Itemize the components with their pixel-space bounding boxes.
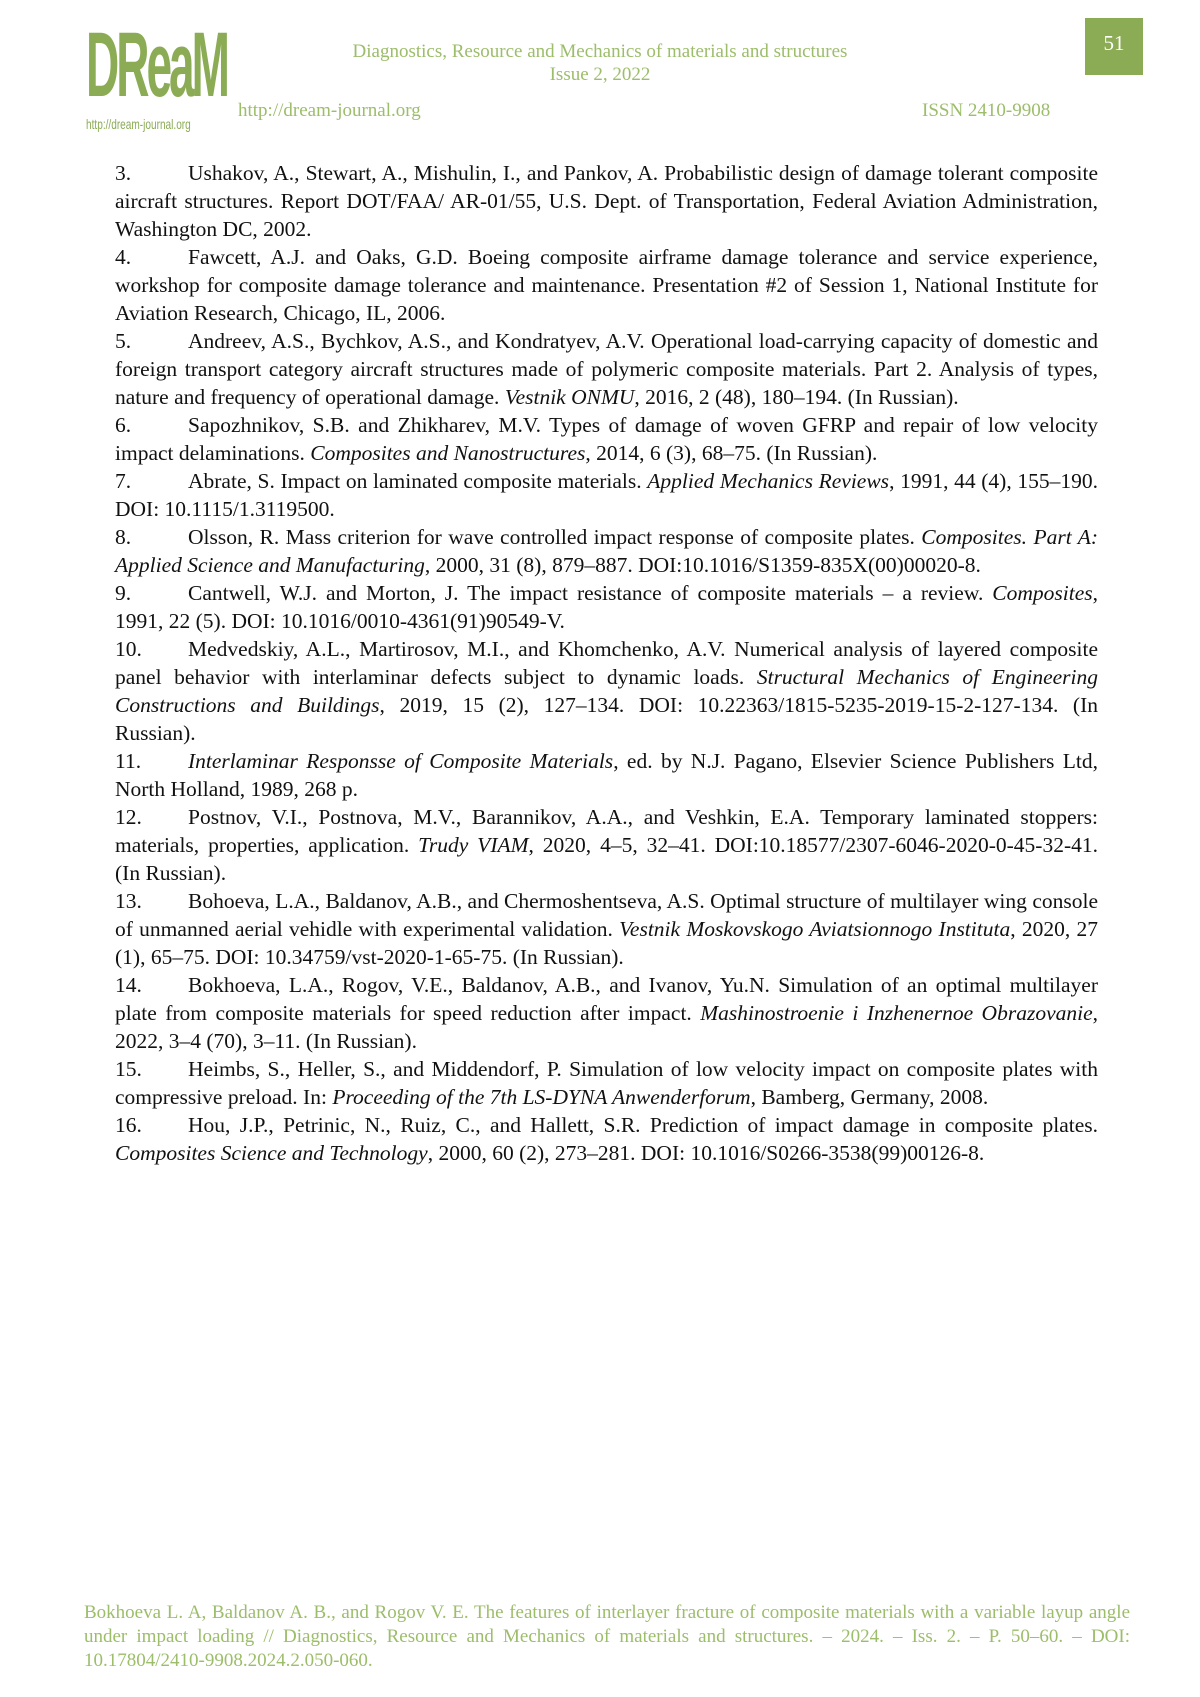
reference-item [115, 635, 1098, 747]
reference-source: Vestnik Moskovskogo Aviatsionnogo Instituta [619, 917, 1011, 941]
reference-text: Bohoeva, L.A., Baldanov, A.B., and Chermoshentseva, A.S. Optimal structure of multilayer wing console of unmanned aerial vehidle with experimental validation. [115, 889, 1098, 941]
reference-details: , 2020, 4–5, 32–41. DOI:10.18577/2307-6046-2020-0-45-32-41. (In Russian). [115, 833, 1098, 885]
reference-source: Interlaminar Responsse of Composite Materials [188, 749, 614, 773]
reference-details: , 2016, 2 (48), 180–194. (In Russian). [634, 385, 959, 409]
reference-item [115, 803, 1098, 887]
reference-source: Applied Mechanics Reviews [647, 469, 890, 493]
journal-logo [86, 14, 227, 132]
reference-text: Fawcett, A.J. and Oaks, G.D. Boeing composite airframe damage tolerance and service experience, workshop for composite damage tolerance and maintenance. Presentation #2 of Session 1, National Institute for Aviation Research, Chicago, IL, 2006. [115, 245, 1098, 325]
logo-url: http://dream-journal.org [86, 116, 191, 132]
journal-name: Diagnostics, Resource and Mechanics of materials and structures [352, 41, 848, 62]
reference-number: 7. [115, 469, 132, 493]
reference-details: , 2000, 60 (2), 273–281. DOI: 10.1016/S0266-3538(99)00126-8. [427, 1141, 985, 1165]
reference-text: Ushakov, A., Stewart, A., Mishulin, I., and Pankov, A. Probabilistic design of damage tolerant composite aircraft structures. Report DOT/FAA/ AR-01/55, U.S. Dept. of Transportation, Federal Aviation Administration, Washington DC, 2002. [115, 161, 1098, 241]
reference-source: Vestnik ONMU [504, 385, 635, 409]
reference-details: , 2019, 15 (2), 127–134. DOI: 10.22363/1815-5235-2019-15-2-127-134. (In Russian). [115, 693, 1098, 745]
page-number-badge: 51 [1085, 18, 1143, 75]
reference-number: 14. [115, 973, 142, 997]
reference-source: Composites and Nanostructures [310, 441, 586, 465]
reference-source: Composites Science and Technology [115, 1141, 428, 1165]
reference-details: , 1991, 44 (4), 155–190. DOI: 10.1115/1.3119500. [115, 469, 1098, 521]
reference-source: Structural Mechanics of Engineering Constructions and Buildings [115, 665, 1098, 717]
reference-details: , 2020, 27 (1), 65–75. DOI: 10.34759/vst-2020-1-65-75. (In Russian). [115, 917, 1099, 969]
reference-number: 10. [115, 637, 142, 661]
reference-source: Composites [992, 581, 1093, 605]
reference-text: Postnov, V.I., Postnova, M.V., Barannikov, A.A., and Veshkin, E.A. Temporary laminated stoppers: materials, properties, application. [115, 805, 1098, 857]
reference-item [115, 523, 1098, 579]
reference-item [115, 159, 1098, 243]
issn-label: ISSN 2410-9908 [922, 100, 1051, 121]
reference-item [115, 971, 1098, 1055]
reference-text: Heimbs, S., Heller, S., and Middendorf, P. Simulation of low velocity impact on composite plates with compressive preload. In: [115, 1057, 1098, 1109]
reference-source: Composites. Part A: Applied Science and Manufacturing [115, 525, 1098, 577]
reference-text: Olsson, R. Mass criterion for wave controlled impact response of composite plates. [188, 525, 922, 549]
logo-wordmark: DReaM [86, 14, 227, 116]
reference-source: Proceeding of the 7th LS-DYNA Anwenderforum [332, 1085, 751, 1109]
reference-number: 8. [115, 525, 132, 549]
reference-number: 13. [115, 889, 142, 913]
journal-url-link[interactable]: http://dream-journal.org [238, 100, 421, 121]
reference-text: Andreev, A.S., Bychkov, A.S., and Kondratyev, A.V. Operational load-carrying capacity of domestic and foreign transport category aircraft structures made of polymeric composite materials. Part 2. Analysis of types, nature and frequency of operational damage. [115, 329, 1098, 409]
reference-item [115, 1111, 1098, 1167]
citation-footer: Bokhoeva L. A, Baldanov A. B., and Rogov V. E. The features of interlayer fracture of composite materials with a variable layup angle under impact loading // Diagnostics, Resource and Mechanics of materials and structures. – 2024. – Iss. 2. – P. 50–60. – DOI: 10.17804/2410-9908.2024.2.050-060. [84, 1602, 1130, 1671]
reference-details: , 2000, 31 (8), 879–887. DOI:10.1016/S1359-835X(00)00020-8. [424, 553, 981, 577]
reference-item [115, 887, 1098, 971]
reference-details: , 1991, 22 (5). DOI: 10.1016/0010-4361(91)90549-V. [115, 581, 1098, 633]
reference-source: Mashinostroenie i Inzhenernoe Obrazovanie [700, 1001, 1093, 1025]
reference-text: Hou, J.P., Petrinic, N., Ruiz, C., and Hallett, S.R. Prediction of impact damage in composite plates. [188, 1113, 1098, 1137]
reference-source: Trudy VIAM [418, 833, 529, 857]
reference-details: , Bamberg, Germany, 2008. [750, 1085, 989, 1109]
reference-item [115, 243, 1098, 327]
reference-text: Sapozhnikov, S.B. and Zhikharev, M.V. Types of damage of woven GFRP and repair of low velocity impact delaminations. [115, 413, 1098, 465]
journal-title [300, 40, 900, 86]
reference-text: Medvedskiy, A.L., Martirosov, M.I., and Khomchenko, A.V. Numerical analysis of layered composite panel behavior with interlaminar defects subject to dynamic loads. [115, 637, 1098, 689]
reference-text: Cantwell, W.J. and Morton, J. The impact resistance of composite materials – a review. [188, 581, 993, 605]
reference-number: 3. [115, 161, 132, 185]
reference-item [115, 1055, 1098, 1111]
reference-number: 15. [115, 1057, 142, 1081]
reference-details: , 2022, 3–4 (70), 3–11. (In Russian). [115, 1001, 1098, 1053]
reference-number: 6. [115, 413, 132, 437]
reference-number: 16. [115, 1113, 142, 1137]
reference-number: 5. [115, 329, 132, 353]
reference-number: 11. [115, 749, 142, 773]
reference-number: 9. [115, 581, 132, 605]
reference-text: Bokhoeva, L.A., Rogov, V.E., Baldanov, A.B., and Ivanov, Yu.N. Simulation of an optimal multilayer plate from composite materials for speed reduction after impact. [115, 973, 1098, 1025]
reference-text: Abrate, S. Impact on laminated composite materials. [188, 469, 648, 493]
reference-item [115, 747, 1098, 803]
reference-number: 4. [115, 245, 132, 269]
reference-item [115, 579, 1098, 635]
reference-item [115, 411, 1098, 467]
reference-item [115, 467, 1098, 523]
reference-details: , 2014, 6 (3), 68–75. (In Russian). [585, 441, 878, 465]
reference-list [115, 159, 1098, 1167]
journal-issue: Issue 2, 2022 [549, 64, 651, 85]
reference-number: 12. [115, 805, 142, 829]
reference-details: , ed. by N.J. Pagano, Elsevier Science Publishers Ltd, North Holland, 1989, 268 p. [115, 749, 1098, 801]
reference-item [115, 327, 1098, 411]
